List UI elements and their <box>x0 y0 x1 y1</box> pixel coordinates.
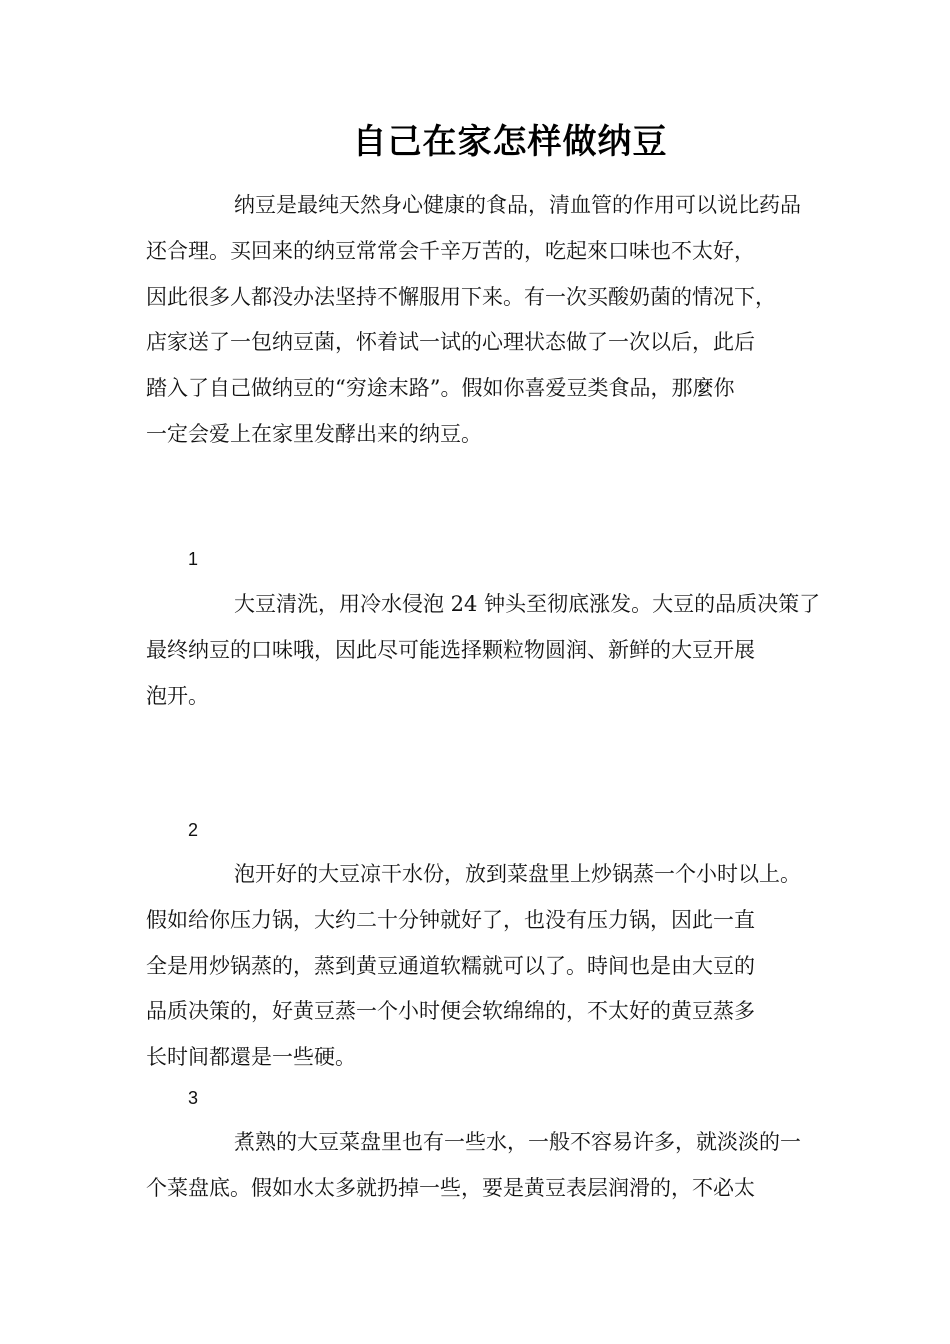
page-title: 自己在家怎样做纳豆 <box>352 122 668 162</box>
text-line: 大豆清洗，用冷水侵泡 24 钟头至彻底涨发。大豆的品质决策了 <box>234 592 821 616</box>
text-line: 泡开好的大豆凉干水份，放到菜盘里上炒锅蒸一个小时以上。 <box>234 862 801 886</box>
step-paragraph <box>146 852 826 1081</box>
text-line: 品质决策的，好黄豆蒸一个小时便会软绵绵的，不太好的黄豆蒸多 <box>146 999 755 1024</box>
text-line: 一定会爱上在家里发酵出来的纳豆。 <box>146 421 482 446</box>
text-line: 店家送了一包纳豆菌，怀着试一试的心理状态做了一次以后，此后 <box>146 330 755 355</box>
intro-paragraph <box>146 183 826 458</box>
text-line: 因此很多人都没办法坚持不懈服用下来。有一次买酸奶菌的情况下， <box>146 284 776 309</box>
text-line: 长时间都還是一些硬。 <box>146 1045 356 1070</box>
step-paragraph <box>146 1120 826 1212</box>
text-line: 煮熟的大豆菜盘里也有一些水，一般不容易许多，就淡淡的一 <box>234 1130 801 1154</box>
step-number: 2 <box>188 820 199 840</box>
step-number: 1 <box>188 549 199 569</box>
text-line: 踏入了自己做纳豆的“穷途末路”。假如你喜爱豆类食品，那麼你 <box>146 376 735 401</box>
text-line: 泡开。 <box>146 683 209 708</box>
step-number: 3 <box>188 1088 199 1108</box>
text-line: 最终纳豆的口味哦，因此尽可能选择颗粒物圆润、新鲜的大豆开展 <box>146 637 755 662</box>
text-line: 还合理。买回来的纳豆常常会千辛万苦的，吃起來口味也不太好， <box>146 238 755 263</box>
text-line: 纳豆是最纯天然身心健康的食品，清血管的作用可以说比药品 <box>234 193 801 217</box>
text-line: 全是用炒锅蒸的，蒸到黄豆通道软糯就可以了。時间也是由大豆的 <box>146 953 755 978</box>
text-line: 个菜盘底。假如水太多就扔掉一些，要是黄豆表层润滑的，不必太 <box>146 1175 755 1200</box>
step-paragraph <box>146 582 826 719</box>
text-line: 假如给你压力锅，大约二十分钟就好了，也没有压力锅，因此一直 <box>146 907 755 932</box>
